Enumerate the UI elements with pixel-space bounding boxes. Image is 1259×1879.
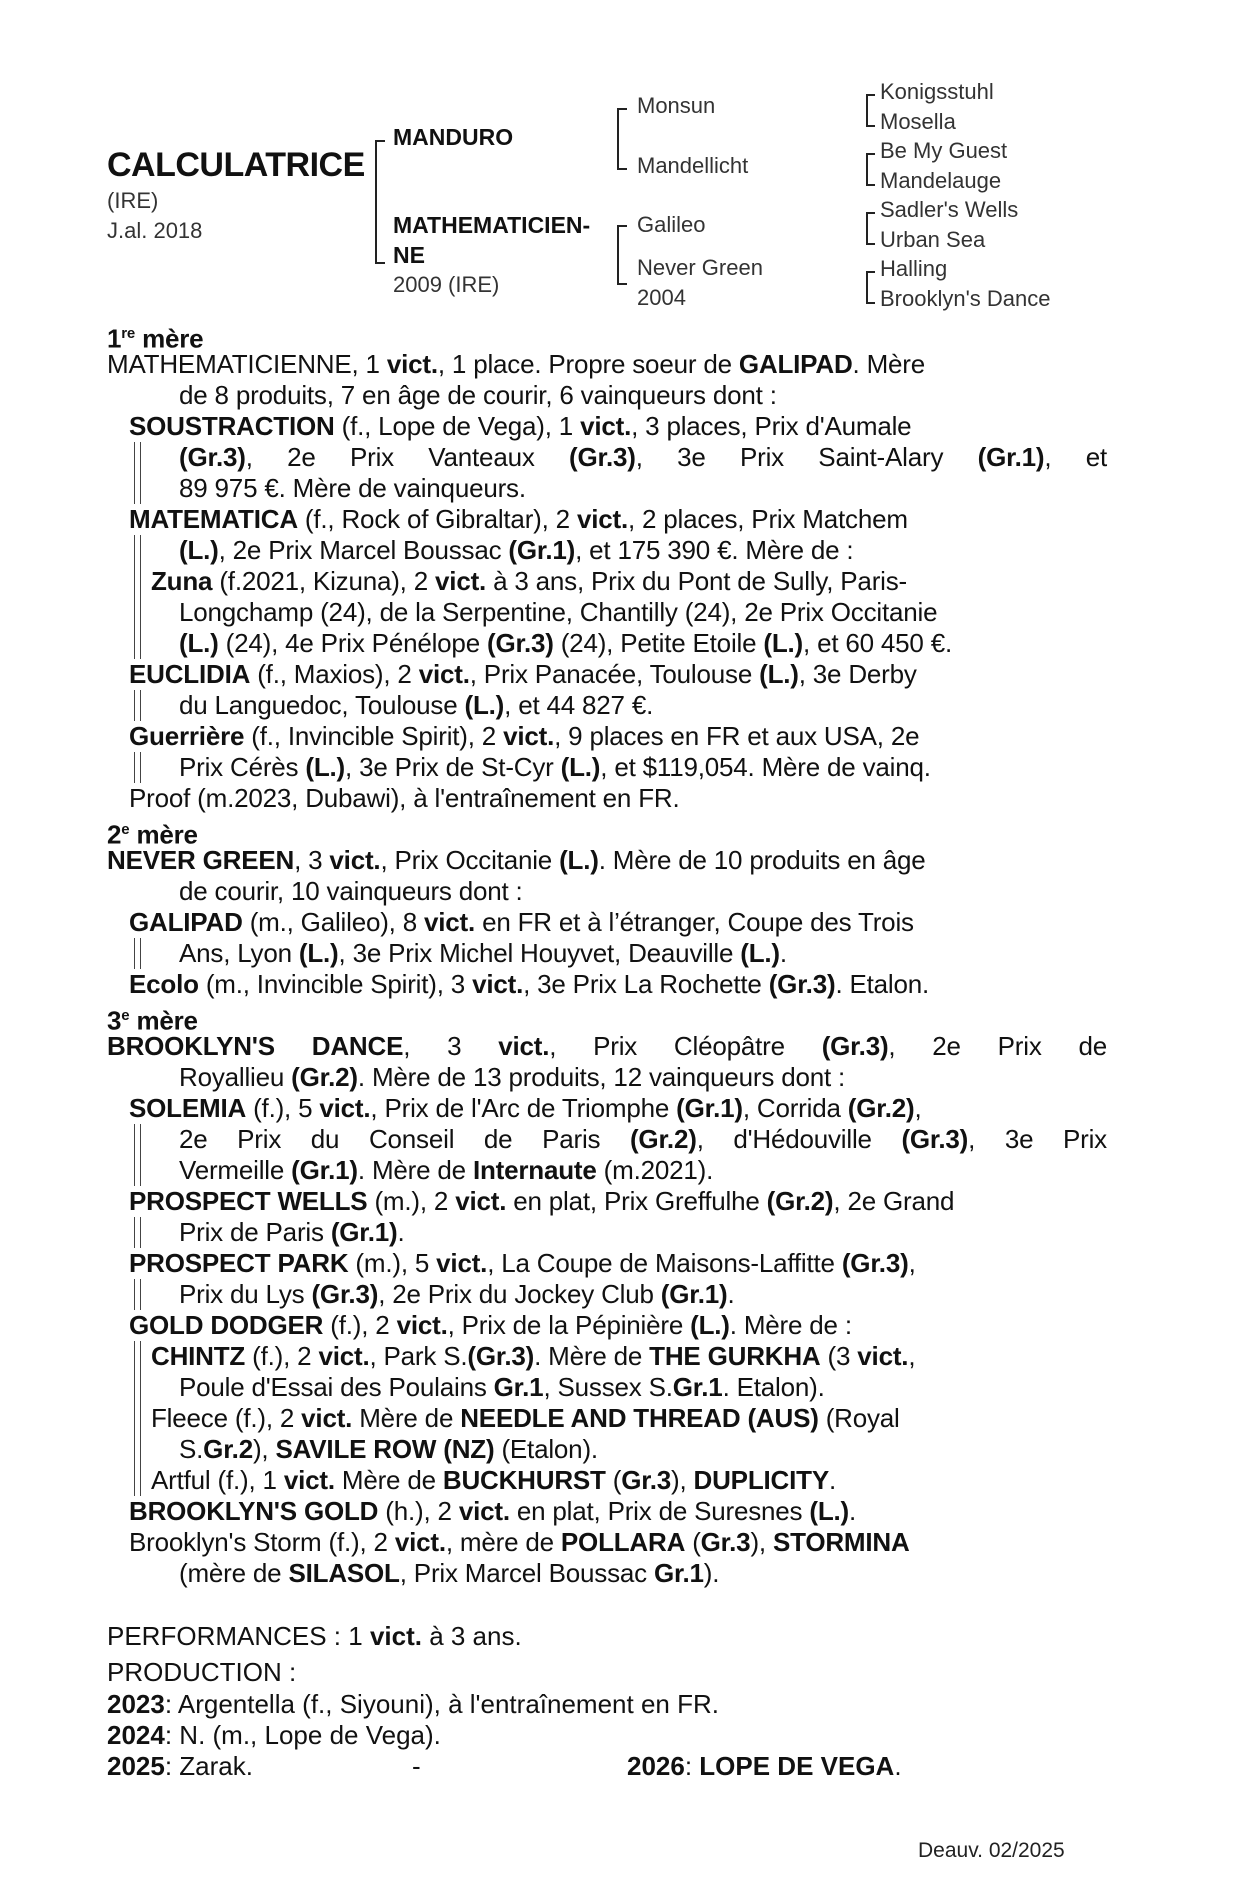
dam-dam-year: 2004 [637,285,686,310]
progeny-line: CHINTZ (f.), 2 vict., Park S.(Gr.3). Mère de THE GURKHA (3 vict., [107,1341,1107,1372]
progeny-line: S.Gr.2), SAVILE ROW (NZ) (Etalon). [107,1434,1107,1465]
progeny-line: (Gr.3), 2e Prix Vanteaux (Gr.3), 3e Prix Saint-Alary (Gr.1), et [107,442,1107,473]
first-dam-heading: 1re mère [107,323,204,354]
pedigree-bracket [866,212,875,245]
dam-sire-name: Galileo [637,212,706,237]
dam-record-line: Royallieu (Gr.2). Mère de 13 produits, 12 vainqueurs dont : [179,1062,846,1092]
progeny-line: 89 975 €. Mère de vainqueurs. [107,473,1107,504]
g3-ancestor: Halling [880,256,948,281]
progeny-line: (mère de SILASOL, Prix Marcel Boussac Gr.1). [179,1558,720,1588]
g3-ancestor: Mandelauge [880,168,1002,193]
g3-ancestor: Sadler's Wells [880,197,1019,222]
dam-record-line: BROOKLYN'S DANCE, 3 vict., Prix Cléopâtre (Gr.3), 2e Prix de [107,1031,1107,1061]
g3-ancestor: Konigsstuhl [880,79,994,104]
g3-ancestor: Urban Sea [880,227,986,252]
horse-name: CALCULATRICE [107,146,365,184]
g3-ancestor: Brooklyn's Dance [880,286,1051,311]
progeny-line: PROSPECT WELLS (m.), 2 vict. en plat, Prix Greffulhe (Gr.2), 2e Grand [129,1186,955,1216]
dam-name-line1: MATHEMATICIEN- [393,212,591,238]
progeny-line: GOLD DODGER (f.), 2 vict., Prix de la Pépinière (L.). Mère de : [129,1310,852,1340]
pedigree-bracket [375,140,385,264]
progeny-line: GALIPAD (m., Galileo), 8 vict. en FR et à l’étranger, Coupe des Trois [129,907,914,937]
horse-birth: J.al. 2018 [107,218,203,243]
production-label: PRODUCTION : [107,1657,297,1687]
progeny-line: Brooklyn's Storm (f.), 2 vict., mère de POLLARA (Gr.3), STORMINA [129,1527,910,1557]
pedigree-bracket [866,271,875,304]
progeny-line: Zuna (f.2021, Kizuna), 2 vict. à 3 ans, Prix du Pont de Sully, Paris- [107,566,1107,597]
dam-detail: 2009 (IRE) [393,272,500,297]
dam-record-line: de 8 produits, 7 en âge de courir, 6 vainqueurs dont : [179,380,777,410]
progeny-line: EUCLIDIA (f., Maxios), 2 vict., Prix Panacée, Toulouse (L.), 3e Derby [129,659,917,689]
progeny-line: Ecolo (m., Invincible Spirit), 3 vict., 3e Prix La Rochette (Gr.3). Etalon. [129,969,930,999]
dam-name-line2: NE [393,242,425,268]
progeny-line: MATEMATICA (f., Rock of Gibraltar), 2 vict., 2 places, Prix Matchem [129,504,908,534]
sire-name: MANDURO [393,124,514,150]
production-2026: 2026: LOPE DE VEGA. [627,1751,902,1781]
dam-records [107,318,1107,1589]
progeny-line: (L.) (24), 4e Prix Pénélope (Gr.3) (24), Petite Etoile (L.), et 60 450 €. [107,628,1107,659]
production-2023: 2023: Argentella (f., Siyouni), à l'entraînement en FR. [107,1689,719,1719]
catalogue-reference: Deauv. 02/2025 [918,1839,1065,1862]
progeny-line: Poule d'Essai des Poulains Gr.1, Sussex S.Gr.1. Etalon). [107,1372,1107,1403]
production-separator: - [412,1751,421,1781]
dam-dam-name: Never Green [637,255,763,280]
progeny-line: du Languedoc, Toulouse (L.), et 44 827 €. [107,690,1107,721]
second-dam-heading: 2e mère [107,819,198,850]
progeny-line: Ans, Lyon (L.), 3e Prix Michel Houyvet, Deauville (L.). [107,938,1107,969]
progeny-line: Proof (m.2023, Dubawi), à l'entraînement en FR. [129,783,680,813]
progeny-line: BROOKLYN'S GOLD (h.), 2 vict. en plat, Prix de Suresnes (L.). [129,1496,857,1526]
progeny-line: Artful (f.), 1 vict. Mère de BUCKHURST (Gr.3), DUPLICITY. [107,1465,1107,1496]
production-2024: 2024: N. (m., Lope de Vega). [107,1720,441,1750]
progeny-line: Prix Cérès (L.), 3e Prix de St-Cyr (L.), et $119,054. Mère de vainq. [107,752,1107,783]
progeny-line: SOUSTRACTION (f., Lope de Vega), 1 vict., 3 places, Prix d'Aumale [129,411,912,441]
pedigree-bracket [866,94,875,127]
progeny-line: SOLEMIA (f.), 5 vict., Prix de l'Arc de Triomphe (Gr.1), Corrida (Gr.2), [129,1093,922,1123]
production-2025: 2025: Zarak. [107,1751,253,1781]
pedigree-bracket [617,225,627,285]
horse-origin: (IRE) [107,188,159,213]
dam-record-line: MATHEMATICIENNE, 1 vict., 1 place. Propre soeur de GALIPAD. Mère [107,349,926,379]
progeny-line: Guerrière (f., Invincible Spirit), 2 vict., 9 places en FR et aux USA, 2e [129,721,920,751]
progeny-line: 2e Prix du Conseil de Paris (Gr.2), d'Hédouville (Gr.3), 3e Prix [107,1124,1107,1155]
sire-dam-name: Mandellicht [637,153,749,178]
progeny-line: Prix de Paris (Gr.1). [107,1217,1107,1248]
progeny-line: Longchamp (24), de la Serpentine, Chantilly (24), 2e Prix Occitanie [107,597,1107,628]
dam-record-line: NEVER GREEN, 3 vict., Prix Occitanie (L.). Mère de 10 produits en âge [107,845,926,875]
g3-ancestor: Mosella [880,109,956,134]
progeny-line: Vermeille (Gr.1). Mère de Internaute (m.2021). [107,1155,1107,1186]
pedigree-bracket [617,108,627,170]
third-dam-heading: 3e mère [107,1005,198,1036]
progeny-line: Prix du Lys (Gr.3), 2e Prix du Jockey Club (Gr.1). [107,1279,1107,1310]
g3-ancestor: Be My Guest [880,138,1008,163]
dam-record-line: de courir, 10 vainqueurs dont : [179,876,523,906]
performances-line: PERFORMANCES : 1 vict. à 3 ans. [107,1621,522,1651]
progeny-line: PROSPECT PARK (m.), 5 vict., La Coupe de Maisons-Laffitte (Gr.3), [129,1248,916,1278]
sire-sire-name: Monsun [637,93,716,118]
progeny-line: Fleece (f.), 2 vict. Mère de NEEDLE AND THREAD (AUS) (Royal [107,1403,1107,1434]
pedigree-bracket [866,153,875,186]
progeny-line: (L.), 2e Prix Marcel Boussac (Gr.1), et 175 390 €. Mère de : [107,535,1107,566]
